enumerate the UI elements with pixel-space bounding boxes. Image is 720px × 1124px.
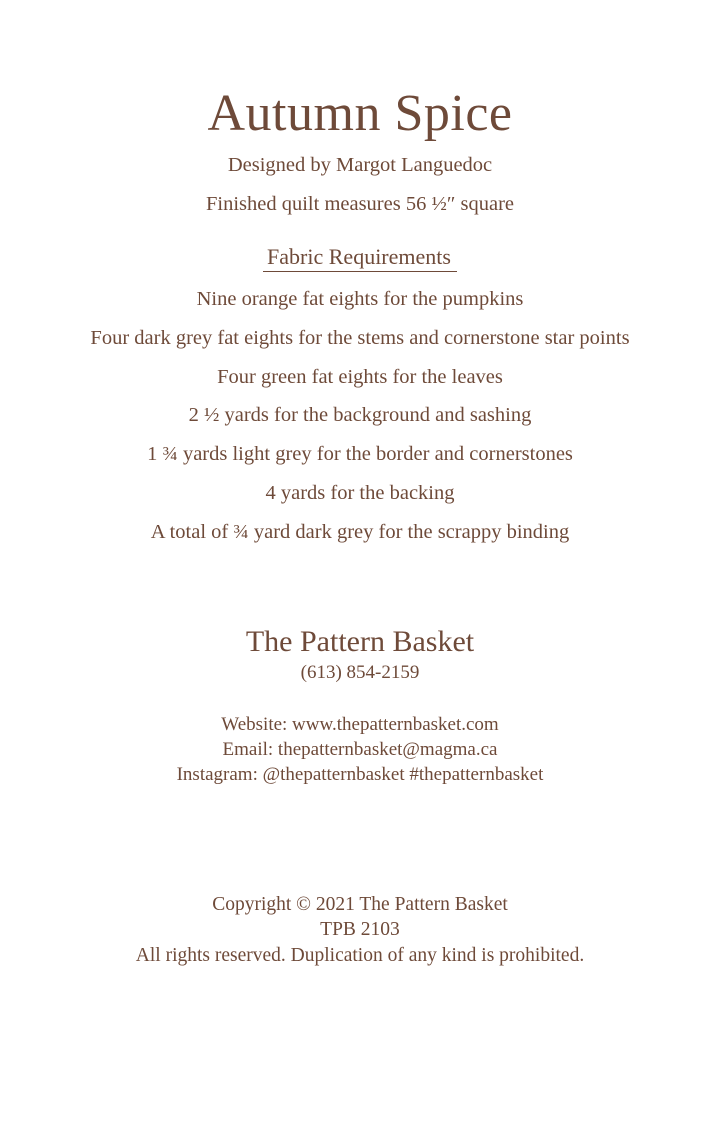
fabric-requirements-heading (0, 243, 720, 272)
requirement-item: 4 yards for the backing (265, 482, 455, 504)
website-link[interactable]: Website: www.thepatternbasket.com (221, 714, 499, 735)
company-name: The Pattern Basket (245, 625, 475, 658)
requirement-item: A total of ¾ yard dark grey for the scrappy binding (150, 521, 570, 543)
requirement-item: Nine orange fat eights for the pumpkins (196, 288, 524, 310)
requirement-item: Four dark grey fat eights for the stems and cornerstone star points (90, 327, 630, 349)
email-link[interactable]: Email: thepatternbasket@magma.ca (222, 739, 498, 760)
phone-number: (613) 854-2159 (300, 662, 420, 683)
requirement-item: 2 ½ yards for the background and sashing (188, 404, 532, 426)
finished-size: Finished quilt measures 56 ½″ square (205, 193, 515, 215)
instagram-handle[interactable]: Instagram: @thepatternbasket #thepatternbasket (176, 764, 544, 785)
requirement-item: Four green fat eights for the leaves (217, 366, 503, 388)
requirement-item: 1 ¾ yards light grey for the border and cornerstones (147, 443, 573, 465)
copyright-notice: Copyright © 2021 The Pattern Basket (212, 894, 508, 915)
designer-credit: Designed by Margot Languedoc (227, 154, 493, 176)
fabric-requirements-heading-text: Fabric Requirements (263, 244, 457, 272)
pattern-title: Autumn Spice (207, 85, 513, 142)
pattern-code: TPB 2103 (320, 919, 400, 940)
rights-notice: All rights reserved. Duplication of any kind is prohibited. (135, 945, 585, 966)
